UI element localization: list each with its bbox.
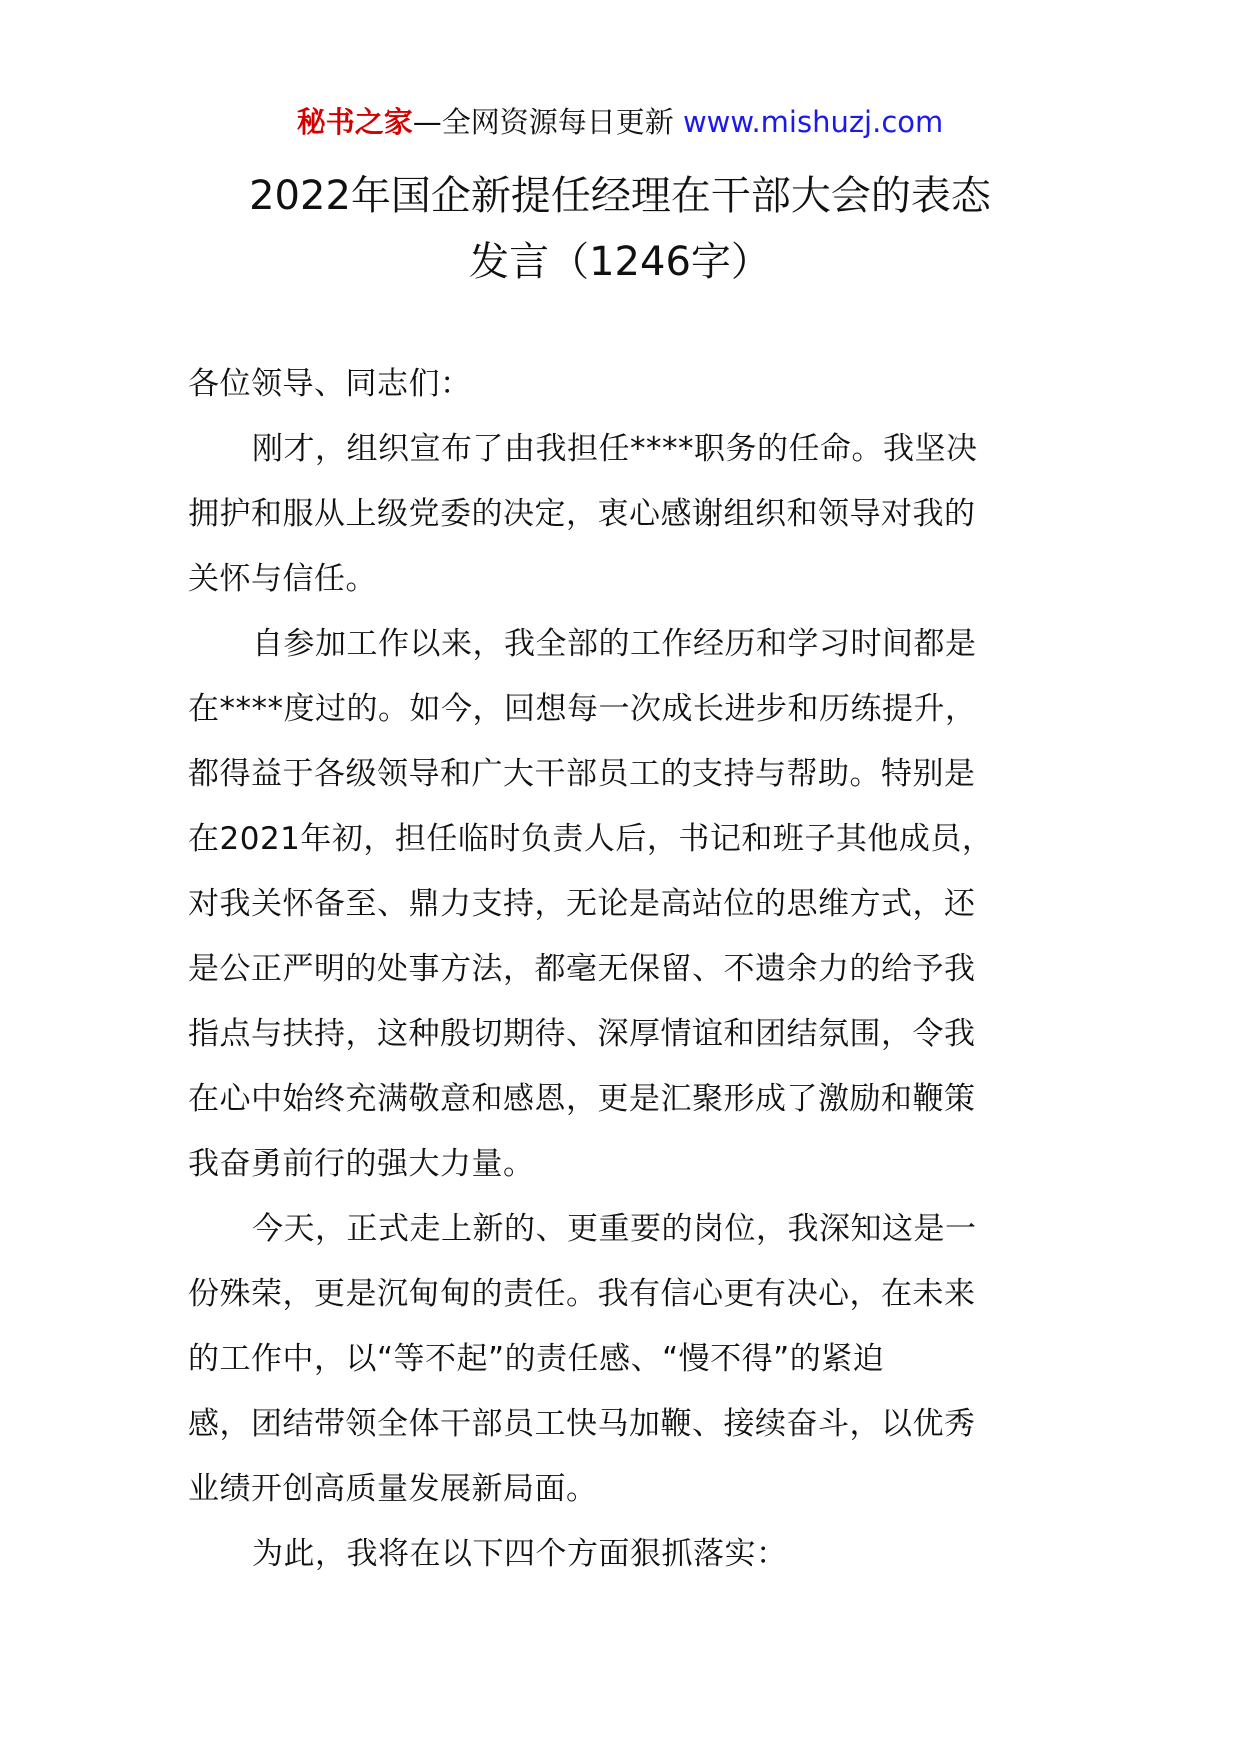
paragraph-3 — [188, 1197, 1056, 1522]
paragraph-line: 业绩开创高质量发展新局面。 — [188, 1471, 598, 1507]
paragraph-line: 自参加工作以来，我全部的工作经历和学习时间都是 — [252, 626, 977, 662]
paragraph-4 — [188, 1522, 1056, 1587]
paragraph-line: 份殊荣，更是沉甸甸的责任。我有信心更有决心，在未来 — [188, 1276, 976, 1312]
document-title — [180, 163, 1060, 295]
title-line-1: 2022年国企新提任经理在干部大会的表态 — [249, 173, 991, 219]
title-line-2: 发言（1246字） — [469, 239, 771, 285]
paragraph-line: 拥护和服从上级党委的决定，衷心感谢组织和领导对我的 — [188, 496, 976, 532]
site-brand: 秘书之家 — [296, 105, 413, 139]
paragraph-line: 在心中始终充满敬意和感恩，更是汇聚形成了激励和鞭策 — [188, 1081, 976, 1117]
site-header — [0, 100, 1240, 144]
paragraph-line: 我奋勇前行的强大力量。 — [188, 1146, 535, 1182]
paragraph-line: 刚才，组织宣布了由我担任****职务的任命。我坚决 — [252, 431, 978, 467]
paragraph-line: 是公正严明的处事方法，都毫无保留、不遗余力的给予我 — [188, 951, 976, 987]
paragraph-line: 在2021年初，担任临时负责人后，书记和班子其他成员， — [188, 821, 994, 857]
paragraph-line: 关怀与信任。 — [188, 561, 377, 597]
salutation — [188, 352, 1056, 417]
paragraph-line: 今天，正式走上新的、更重要的岗位，我深知这是一 — [252, 1211, 977, 1247]
paragraph-line: 在****度过的。如今，回想每一次成长进步和历练提升， — [188, 691, 977, 727]
site-tagline: —全网资源每日更新 — [412, 105, 674, 139]
paragraph-line: 对我关怀备至、鼎力支持，无论是高站位的思维方式，还 — [188, 886, 976, 922]
paragraph-line: 指点与扶持，这种殷切期待、深厚情谊和团结氛围，令我 — [188, 1016, 976, 1052]
paragraph-line: 感，团结带领全体干部员工快马加鞭、接续奋斗，以优秀 — [188, 1406, 976, 1442]
paragraph-line: 都得益于各级领导和广大干部员工的支持与帮助。特别是 — [188, 756, 976, 792]
paragraph-line: 的工作中，以“等不起”的责任感、“慢不得”的紧迫 — [188, 1341, 885, 1377]
document-body — [188, 352, 1056, 1587]
salutation-text: 各位领导、同志们： — [188, 366, 472, 402]
paragraph-1 — [188, 417, 1056, 612]
paragraph-line: 为此，我将在以下四个方面狠抓落实： — [252, 1536, 788, 1572]
site-url-link[interactable]: www.mishuzj.com — [682, 105, 944, 139]
paragraph-2 — [188, 612, 1056, 1197]
